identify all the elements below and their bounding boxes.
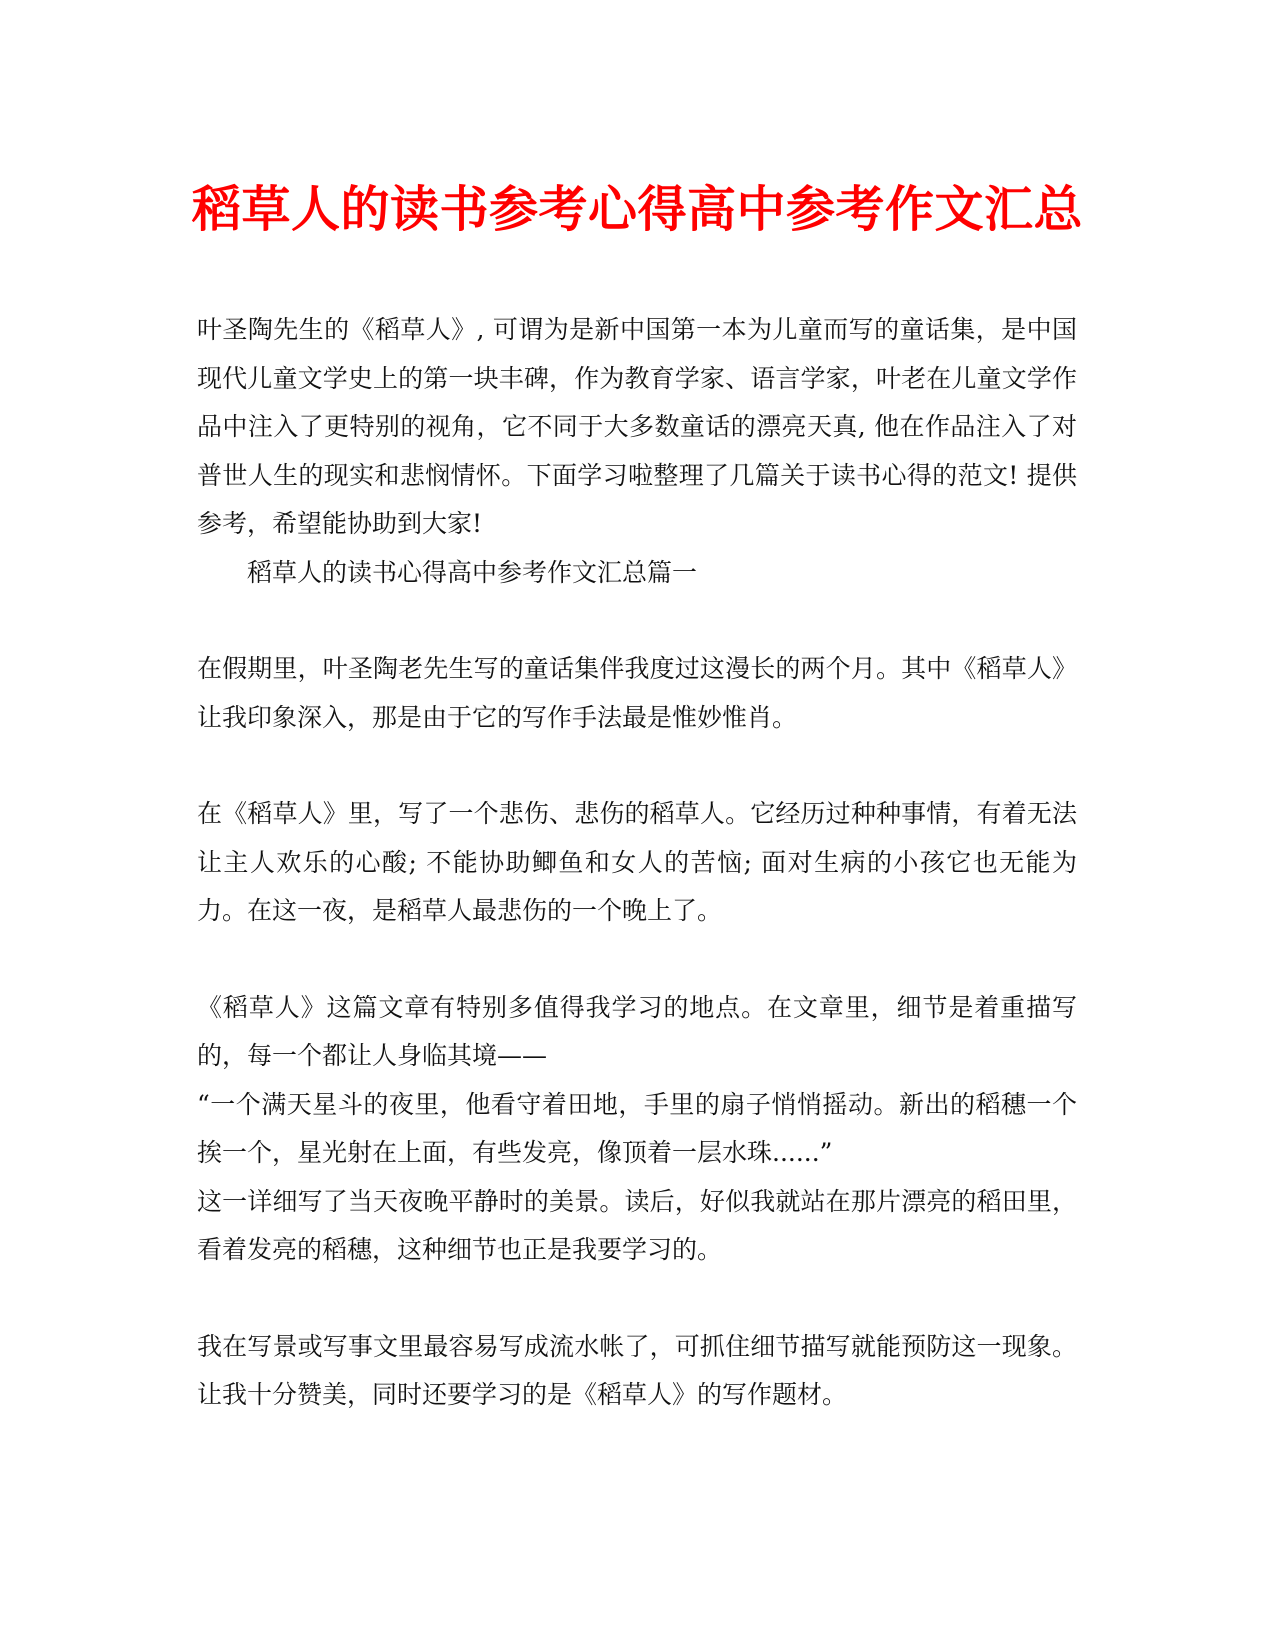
body-paragraph-4: 这一详细写了当天夜晚平静时的美景。读后，好似我就站在那片漂亮的稻田里，看着发亮的稻穗，这种细节也正是我要学习的。 [197,1186,1077,1264]
body-paragraph-2: 在《稻草人》里，写了一个悲伤、悲伤的稻草人。它经历过种种事情，有着无法让主人欢乐的心酸; 不能协助鲫鱼和女人的苦恼; 面对生病的小孩它也无能为力。在这一夜，是稻草人最悲伤的一个晚上了。 [197,799,1077,925]
document-body [197,306,1077,1420]
intro-paragraph: 叶圣陶先生的《稻草人》, 可谓为是新中国第一本为儿童而写的童话集，是中国现代儿童文学史上的第一块丰碑，作为教育学家、语言学家，叶老在儿童文学作品中注入了更特别的视角，它不同于大多数童话的漂亮天真, 他在作品注入了对普世人生的现实和悲悯情怀。下面学习啦整理了几篇关于读书心得的范文! 提供参考，希望能协助到大家! [197,315,1077,538]
body-paragraph-3: 《稻草人》这篇文章有特别多值得我学习的地点。在文章里，细节是着重描写的，每一个都让人身临其境—— [197,992,1077,1070]
paragraph-spacer [197,742,1077,790]
body-paragraph-5: 我在写景或写事文里最容易写成流水帐了，可抓住细节描写就能预防这一现象。让我十分赞美，同时还要学习的是《稻草人》的写作题材。 [197,1331,1077,1409]
paragraph-spacer [197,936,1077,984]
body-paragraph-1: 在假期里，叶圣陶老先生写的童话集伴我度过这漫长的两个月。其中《稻草人》让我印象深入，那是由于它的写作手法最是惟妙惟肖。 [197,654,1077,732]
paragraph-spacer [197,597,1077,645]
document-title: 稻草人的读书参考心得高中参考作文汇总 [191,181,1083,238]
section-heading: 稻草人的读书心得高中参考作文汇总篇一 [247,557,698,587]
quote-paragraph: “一个满天星斗的夜里，他看守着田地，手里的扇子悄悄摇动。新出的稻穗一个挨一个，星光射在上面，有些发亮，像顶着一层水珠......” [197,1089,1077,1167]
paragraph-spacer [197,1275,1077,1323]
